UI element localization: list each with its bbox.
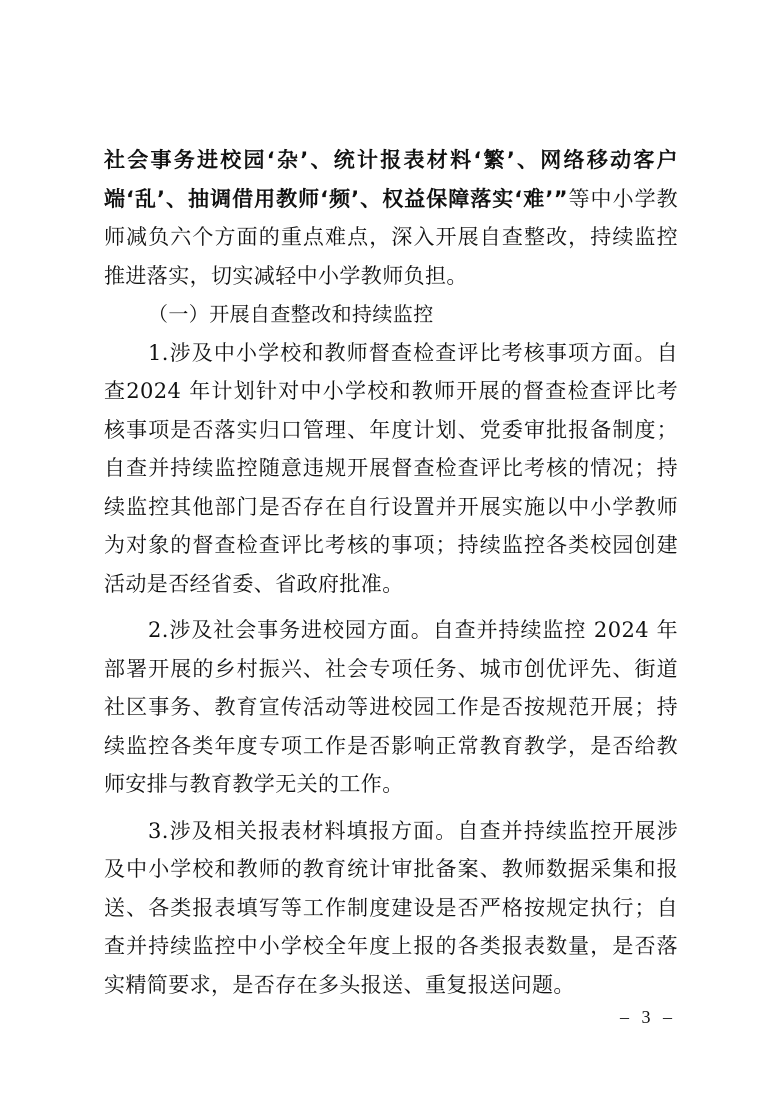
intro-bold-lead: 社会事务进校园‘杂’、统计报表材料‘繁’、网络移动客户端‘乱’、抽调借用教师‘频’、权益保障落实‘难’”	[104, 148, 678, 211]
item-paragraph-2: 2.涉及社会事务进校园方面。自查并持续监控 2024 年部署开展的乡村振兴、社会专项任务、城市创优评先、街道社区事务、教育宣传活动等进校园工作是否按规范开展；持续监控各类年度专项工作是否影响正常教育教学，是否给教师安排与教育教学无关的工作。	[104, 618, 678, 796]
section-heading: （一）开展自查整改和持续监控	[148, 302, 434, 326]
intro-rest: 等中小学教师减负六个方面的重点难点，深入开展自查整改，持续监控推进落实，切实减轻中小学教师负担。	[104, 186, 679, 288]
intro-paragraph	[104, 141, 678, 295]
item-paragraph-1: 1.涉及中小学校和教师督查检查评比考核事项方面。自查2024 年计划针对中小学校和教师开展的督查检查评比考核事项是否落实归口管理、年度计划、党委审批报备制度；自查并持续监控随意违规开展督查检查评比考核的情况；持续监控其他部门是否存在自行设置并开展实施以中小学教师为对象的督查检查评比考核的事项；持续监控各类校园创建活动是否经省委、省政府批准。	[104, 340, 678, 596]
document-body	[104, 141, 678, 1004]
page-number: – 3 –	[620, 1007, 676, 1027]
item-paragraph-3: 3.涉及相关报表材料填报方面。自查并持续监控开展涉及中小学校和教师的教育统计审批备案、教师数据采集和报送、各类报表填写等工作制度建设是否严格按规定执行；自查并持续监控中小学校全年度上报的各类报表数量，是否落实精简要求，是否存在多头报送、重复报送问题。	[104, 818, 678, 997]
